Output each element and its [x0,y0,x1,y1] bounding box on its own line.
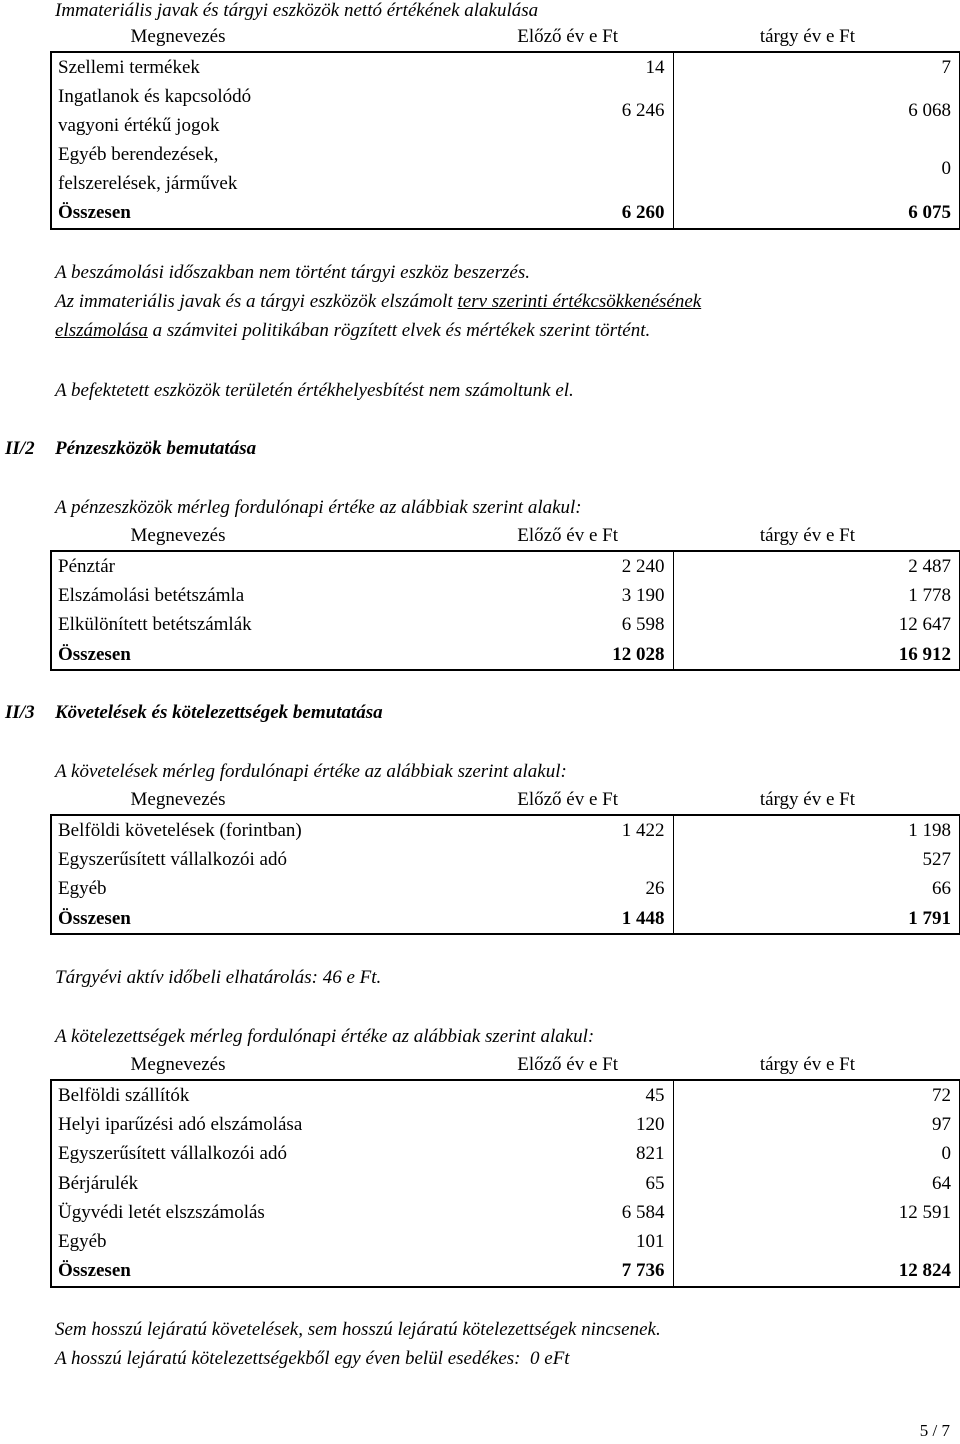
col-header-name: Megnevezés [130,525,226,546]
row-name: Pénztár [51,551,307,581]
row-curr: 527 [673,845,960,874]
row-prev: 101 [307,1227,673,1256]
row-name: Egyszerűsített vállalkozói adó [51,1140,307,1169]
table-row [51,52,960,82]
table-row [51,815,960,845]
row-curr: 0 [673,1140,960,1169]
col-header-prev: Előző év e Ft [517,789,618,810]
table-total-row [51,904,960,934]
table-row [51,1080,960,1110]
row-name: Helyi iparűzési adó elszámolása [51,1110,307,1139]
table-row [51,1110,960,1139]
row-curr: 66 [673,875,960,904]
table-header-row [51,23,960,52]
section-number: II/2 [5,438,35,459]
total-curr: 16 912 [673,640,960,670]
total-label: Összesen [51,198,307,228]
col-header-name: Megnevezés [130,1054,226,1075]
row-name: Egyszerűsített vállalkozói adó [51,845,307,874]
para-text: a számvitei politikában rögzített elvek és mértékek szerint történt. [147,320,651,341]
table-row [51,140,960,198]
col-header-curr: tárgy év e Ft [759,1054,855,1075]
total-prev: 12 028 [307,640,673,670]
table-total-row [51,198,960,228]
col-header-prev: Előző év e Ft [517,26,618,47]
row-prev: 120 [307,1110,673,1139]
row-prev: 65 [307,1169,673,1198]
para-underlined-text: terv szerinti értékcsökkenésének [457,291,702,312]
row-curr [673,1227,960,1256]
row-curr: 12 647 [673,611,960,640]
row-curr: 64 [673,1169,960,1198]
cash-table [50,522,960,671]
para-text: Az immateriális javak és a tárgyi eszközök elszámolt [55,291,458,312]
table-header-row [51,522,960,551]
table-total-row [51,640,960,670]
total-curr: 12 824 [673,1257,960,1287]
row-curr: 6 068 [673,82,960,140]
row-prev: 6 246 [307,82,673,140]
row-prev: 821 [307,1140,673,1169]
col-header-curr: tárgy év e Ft [759,789,855,810]
row-curr: 72 [673,1080,960,1110]
total-curr: 1 791 [673,904,960,934]
row-name: Szellemi termékek [51,52,307,82]
table-row [51,581,960,610]
row-prev: 6 584 [307,1198,673,1227]
table-row [51,1140,960,1169]
col-header-prev: Előző év e Ft [517,1054,618,1075]
liabilities-table [50,1051,960,1288]
col-header-name: Megnevezés [130,26,226,47]
para-line-3 [55,320,650,342]
table3-caption: A követelések mérleg fordulónapi értéke az alábbiak szerint alakul: [55,761,567,782]
row-prev [307,140,673,198]
row-name: Ingatlanok és kapcsolódó vagyoni értékű jogok [51,82,307,140]
total-prev: 6 260 [307,198,673,228]
row-prev: 45 [307,1080,673,1110]
table-row [51,845,960,874]
col-header-curr: tárgy év e Ft [759,525,855,546]
table-row [51,82,960,140]
row-name: Belföldi követelések (forintban) [51,815,307,845]
fixed-assets-table [50,23,960,230]
accrual-note: Tárgyévi aktív időbeli elhatárolás: 46 e Ft. [55,967,382,988]
para-underlined-text: elszámolása [55,320,148,341]
footer-note-1: Sem hosszú lejáratú követelések, sem hosszú lejáratú kötelezettségek nincsenek. [55,1319,661,1340]
total-label: Összesen [51,1257,307,1287]
row-prev: 14 [307,52,673,82]
total-label: Összesen [51,640,307,670]
table-row [51,551,960,581]
row-prev [307,845,673,874]
table-row [51,1227,960,1256]
row-prev: 1 422 [307,815,673,845]
section-title: Pénzeszközök bemutatása [55,438,257,459]
row-prev: 3 190 [307,581,673,610]
table-row [51,1169,960,1198]
footer-note-2: A hosszú lejáratú kötelezettségekből egy éven belül esedékes: 0 eFt [55,1348,570,1369]
table-header-row [51,786,960,815]
row-name: Egyéb [51,1227,307,1256]
receivables-table [50,786,960,935]
row-prev: 26 [307,875,673,904]
para-line-2 [55,291,701,313]
row-curr: 1 198 [673,815,960,845]
row-curr: 1 778 [673,581,960,610]
col-header-prev: Előző év e Ft [517,525,618,546]
para-line-1: A beszámolási időszakban nem történt tárgyi eszköz beszerzés. [55,262,530,283]
row-curr: 0 [673,140,960,198]
row-curr: 12 591 [673,1198,960,1227]
row-name: Egyéb [51,875,307,904]
col-header-curr: tárgy év e Ft [759,26,855,47]
total-prev: 1 448 [307,904,673,934]
row-curr: 7 [673,52,960,82]
para-line-4: A befektetett eszközök területén értékhelyesbítést nem számoltunk el. [55,380,574,401]
row-name: Egyéb berendezések, felszerelések, járművek [51,140,307,198]
table-total-row [51,1257,960,1287]
table1-caption: Immateriális javak és tárgyi eszközök nettó értékének alakulása [55,0,539,21]
table-header-row [51,1051,960,1080]
section-number: II/3 [5,702,35,723]
table-row [51,875,960,904]
row-name: Elszámolási betétszámla [51,581,307,610]
table-row [51,611,960,640]
total-prev: 7 736 [307,1257,673,1287]
row-prev: 2 240 [307,551,673,581]
total-curr: 6 075 [673,198,960,228]
col-header-name: Megnevezés [130,789,226,810]
row-curr: 2 487 [673,551,960,581]
row-name: Bérjárulék [51,1169,307,1198]
total-label: Összesen [51,904,307,934]
page-number: 5 / 7 [919,1421,950,1440]
row-name: Elkülönített betétszámlák [51,611,307,640]
row-prev: 6 598 [307,611,673,640]
table-row [51,1198,960,1227]
row-curr: 97 [673,1110,960,1139]
table4-caption: A kötelezettségek mérleg fordulónapi értéke az alábbiak szerint alakul: [55,1026,595,1047]
row-name: Belföldi szállítók [51,1080,307,1110]
row-name: Ügyvédi letét elszszámolás [51,1198,307,1227]
table2-caption: A pénzeszközök mérleg fordulónapi értéke az alábbiak szerint alakul: [55,497,582,518]
section-title: Követelések és kötelezettségek bemutatása [55,702,383,723]
